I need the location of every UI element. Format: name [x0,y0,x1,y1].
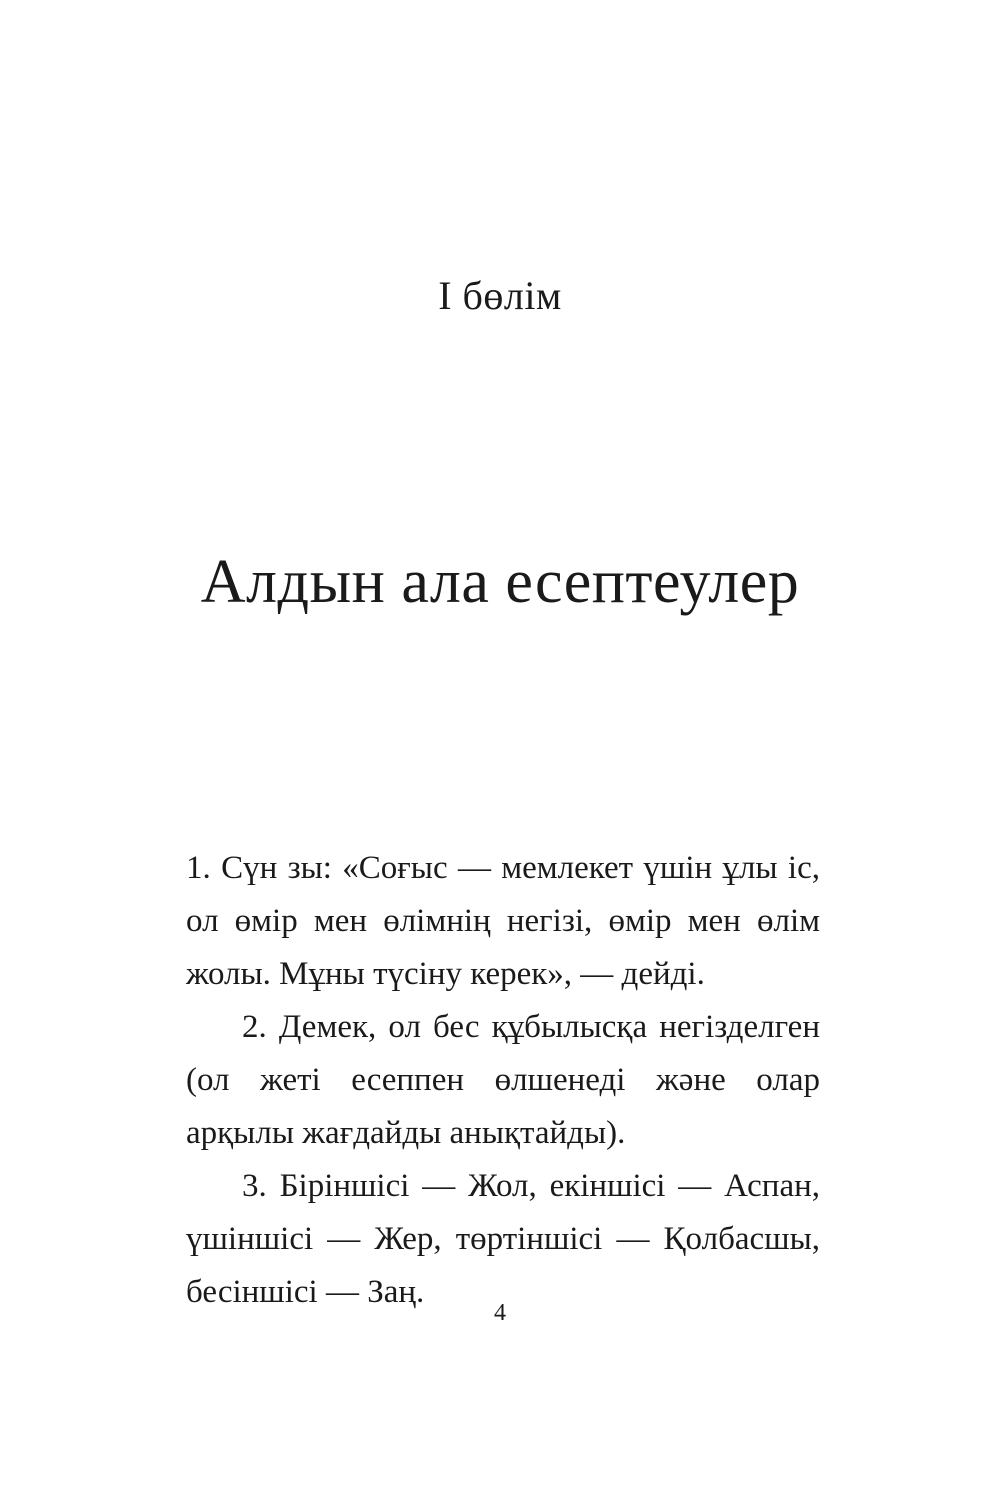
chapter-title: Алдын ала есептеулер [200,548,800,616]
body-text [186,842,820,1319]
paragraph-1: 1. Сүн зы: «Соғыс — мемлекет үшін ұлы іс, ол өмір мен өлімнің негізі, өмір мен өлім жолы. Мұны түсіну керек», — дейді. [186,850,820,992]
page-number: 4 [494,1300,506,1326]
part-title: I бөлім [438,273,562,318]
paragraph-3: 3. Біріншісі — Жол, екіншісі — Аспан, үшіншісі — Жер, төртіншісі — Қолбасшы, бесіншісі — Заң. [186,1168,820,1310]
paragraph-2: 2. Демек, ол бес құбылысқа негізделген (ол жеті есеппен өлшенеді және олар арқылы жағдайды анықтайды). [186,1009,820,1151]
